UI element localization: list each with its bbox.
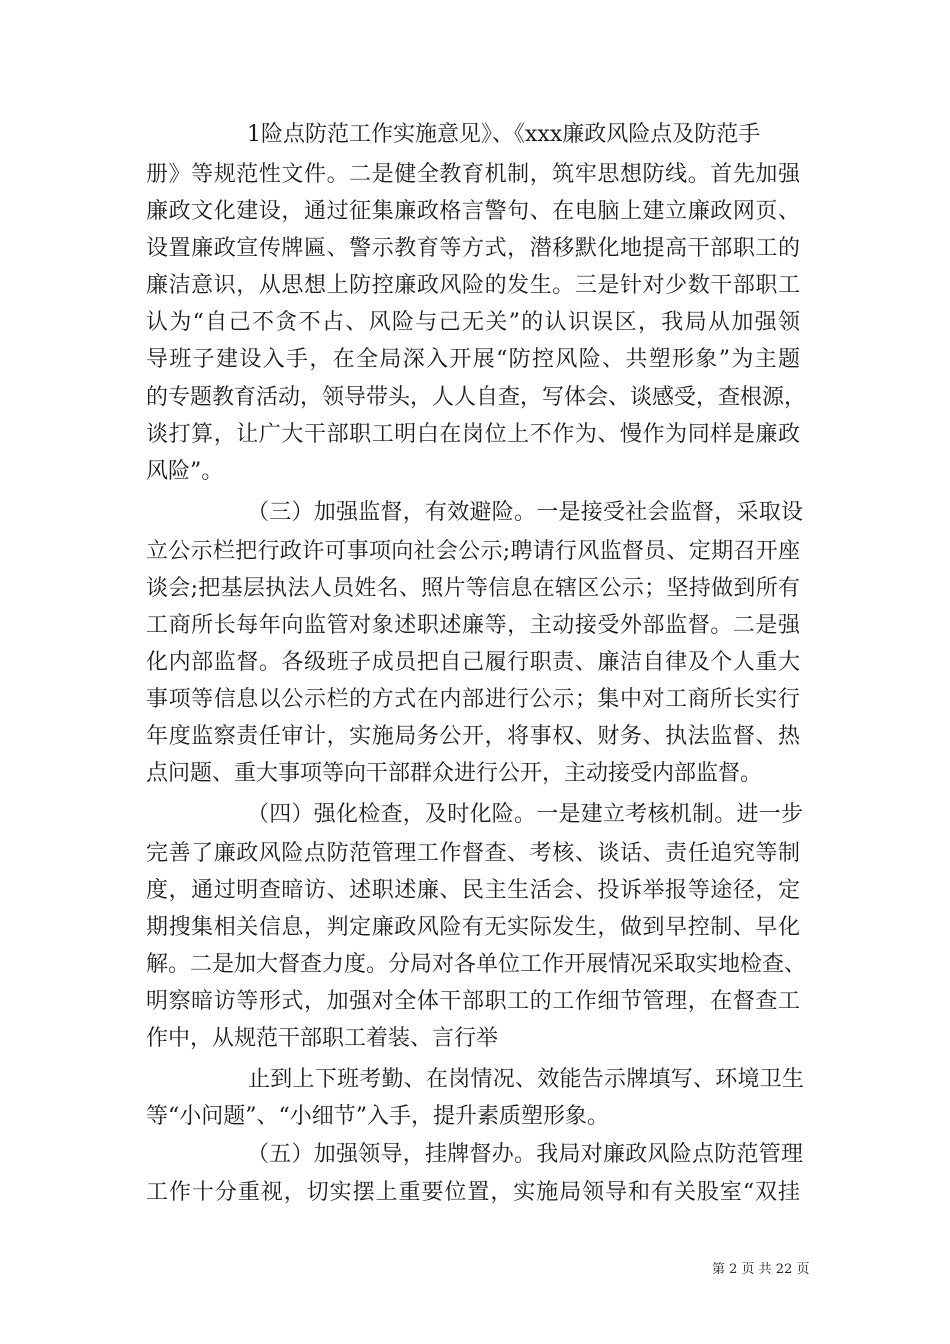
text-line: 导班子建设入手，在全局深入开展“防控风险、共塑形象”为主题 bbox=[146, 347, 800, 372]
text-line: （五）加强领导，挂牌督办。我局对廉政风险点防范管理 bbox=[247, 1142, 803, 1167]
text-line: 解。二是加大督查力度。分局对各单位工作开展情况采取实地检查、 bbox=[146, 952, 807, 977]
text-line: 点问题、重大事项等向干部群众进行公开，主动接受内部监督。 bbox=[146, 761, 763, 786]
text-line: （四）强化检查，及时化险。一是建立考核机制。进一步 bbox=[247, 802, 803, 827]
text-line: 廉洁意识，从思想上防控廉政风险的发生。三是针对少数干部职工 bbox=[146, 273, 800, 298]
text-line: 认为“自己不贪不占、风险与己无关”的认识误区，我局从加强领 bbox=[146, 310, 800, 335]
text-line: 事项等信息以公示栏的方式在内部进行公示；集中对工商所长实行 bbox=[146, 687, 800, 712]
text-line: 作中，从规范干部职工着装、言行举 bbox=[146, 1026, 499, 1051]
text-line: 完善了廉政风险点防范管理工作督查、考核、谈话、责任追究等制 bbox=[146, 841, 800, 866]
text-line: 等“小问题”、“小细节”入手，提升素质塑形象。 bbox=[146, 1104, 609, 1129]
text-line: 年度监察责任审计，实施局务公开，将事权、财务、执法监督、热 bbox=[146, 724, 800, 749]
text-line: 止到上下班考勤、在岗情况、效能告示牌填写、环境卫生 bbox=[248, 1067, 804, 1092]
text-line: 册》等规范性文件。二是健全教育机制，筑牢思想防线。首先加强 bbox=[146, 162, 800, 187]
text-line: 工作十分重视，切实摆上重要位置，实施局领导和有关股室“双挂 bbox=[146, 1180, 800, 1205]
text-line: 廉政文化建设，通过征集廉政格言警句、在电脑上建立廉政网页、 bbox=[146, 199, 800, 224]
page-footer: 第 2 页 共 22 页 bbox=[712, 1262, 810, 1277]
text-line: （三）加强监督，有效避险。一是接受社会监督，采取设 bbox=[247, 500, 803, 525]
text-line: 度，通过明查暗访、述职述廉、民主生活会、投诉举报等途径，定 bbox=[146, 878, 800, 903]
text-line: 1险点防范工作实施意见》、《xxx廉政风险点及防范手 bbox=[247, 122, 761, 147]
text-line: 设置廉政宣传牌匾、警示教育等方式，潜移默化地提高干部职工的 bbox=[146, 236, 800, 261]
text-line: 工商所长每年向监管对象述职述廉等，主动接受外部监督。二是强 bbox=[146, 613, 800, 638]
text-line: 风险”。 bbox=[146, 459, 224, 484]
text-line: 立公示栏把行政许可事项向社会公示;聘请行风监督员、定期召开座 bbox=[146, 539, 800, 564]
text-line: 明察暗访等形式，加强对全体干部职工的工作细节管理，在督查工 bbox=[146, 989, 800, 1014]
text-line: 谈会;把基层执法人员姓名、照片等信息在辖区公示；坚持做到所有 bbox=[146, 576, 800, 601]
text-line: 期搜集相关信息，判定廉政风险有无实际发生，做到早控制、早化 bbox=[146, 915, 800, 940]
text-line: 谈打算，让广大干部职工明白在岗位上不作为、慢作为同样是廉政 bbox=[146, 422, 800, 447]
text-line: 的专题教育活动，领导带头，人人自查，写体会、谈感受，查根源， bbox=[146, 385, 807, 410]
text-line: 化内部监督。各级班子成员把自己履行职责、廉洁自律及个人重大 bbox=[146, 650, 800, 675]
